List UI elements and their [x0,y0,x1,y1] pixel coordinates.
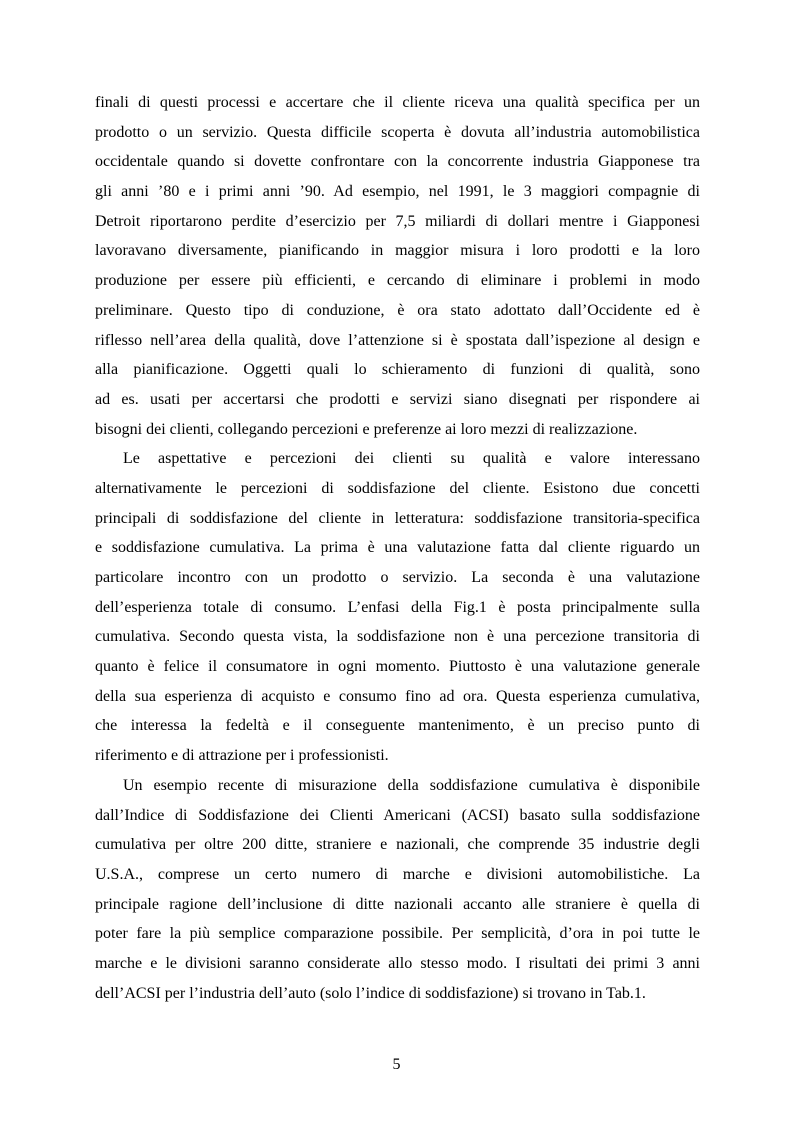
text-line: che interessa la fedeltà e il conseguente mantenimento, è un preciso punto di [95,717,700,735]
text-line: Un esempio recente di misurazione della soddisfazione cumulativa è disponibile [123,776,700,794]
text-line: produzione per essere più efficienti, e cercando di eliminare i problemi in modo [95,272,700,290]
text-line: alla pianificazione. Oggetti quali lo schieramento di funzioni di qualità, sono [95,361,700,379]
text-line: riferimento e di attrazione per i professionisti. [95,747,389,765]
text-line: prodotto o un servizio. Questa difficile scoperta è dovuta all’industria automobilistica [95,123,700,141]
text-line: cumulativa. Secondo questa vista, la soddisfazione non è una percezione transitoria di [95,628,700,646]
page-number: 5 [392,1056,401,1073]
text-line: finali di questi processi e accertare che il cliente riceva una qualità specifica per un [95,94,700,111]
text-line: principali di soddisfazione del cliente in letteratura: soddisfazione transitoria-specifica [95,509,700,527]
paragraph [95,88,700,444]
text-line: poter fare la più semplice comparazione possibile. Per semplicità, d’ora in poi tutte le [95,925,700,943]
text-line: preliminare. Questo tipo di conduzione, è ora stato adottato dall’Occidente ed è [95,301,700,319]
text-line: occidentale quando si dovette confrontare con la concorrente industria Giapponese tra [95,153,700,171]
text-line: U.S.A., comprese un certo numero di marche e divisioni automobilistiche. La [95,865,700,883]
text-line: lavoravano diversamente, pianificando in maggior misura i loro prodotti e la loro [95,242,700,260]
text-line: e soddisfazione cumulativa. La prima è una valutazione fatta dal cliente riguardo un [95,539,700,557]
text-line: dell’ACSI per l’industria dell’auto (solo l’indice di soddisfazione) si trovano in Tab.1. [95,984,646,1002]
paragraph [95,444,700,771]
text-line: principale ragione dell’inclusione di ditte nazionali accanto alle straniere è quella di [95,895,700,913]
text-line: particolare incontro con un prodotto o servizio. La seconda è una valutazione [95,569,700,586]
text-line: ad es. usati per accertarsi che prodotti e servizi siano disegnati per rispondere ai [95,390,700,408]
text-line: dell’esperienza totale di consumo. L’enfasi della Fig.1 è posta principalmente sulla [95,598,700,616]
text-line: Detroit riportarono perdite d’esercizio per 7,5 miliardi di dollari mentre i Giapponesi [95,212,700,230]
text-line: bisogni dei clienti, collegando percezioni e preferenze ai loro mezzi di realizzazione. [95,420,638,438]
paragraph [95,771,700,1009]
text-line: gli anni ’80 e i primi anni ’90. Ad esempio, nel 1991, le 3 maggiori compagnie di [95,183,700,201]
text-line: quanto è felice il consumatore in ogni momento. Piuttosto è una valutazione generale [95,658,700,676]
text-line: cumulativa per oltre 200 ditte, straniere e nazionali, che comprende 35 industrie degli [95,836,700,854]
text-line: Le aspettative e percezioni dei clienti su qualità e valore interessano [123,450,700,468]
text-line: riflesso nell’area della qualità, dove l’attenzione si è spostata dall’ispezione al design e [95,331,700,349]
text-line: della sua esperienza di acquisto e consumo fino ad ora. Questa esperienza cumulativa, [95,687,700,705]
text-line: dall’Indice di Soddisfazione dei Clienti Americani (ACSI) basato sulla soddisfazione [95,806,700,824]
text-line: alternativamente le percezioni di soddisfazione del cliente. Esistono due concetti [95,479,700,497]
page-body [95,88,700,1008]
text-line: marche e le divisioni saranno considerate allo stesso modo. I risultati dei primi 3 anni [95,954,700,972]
